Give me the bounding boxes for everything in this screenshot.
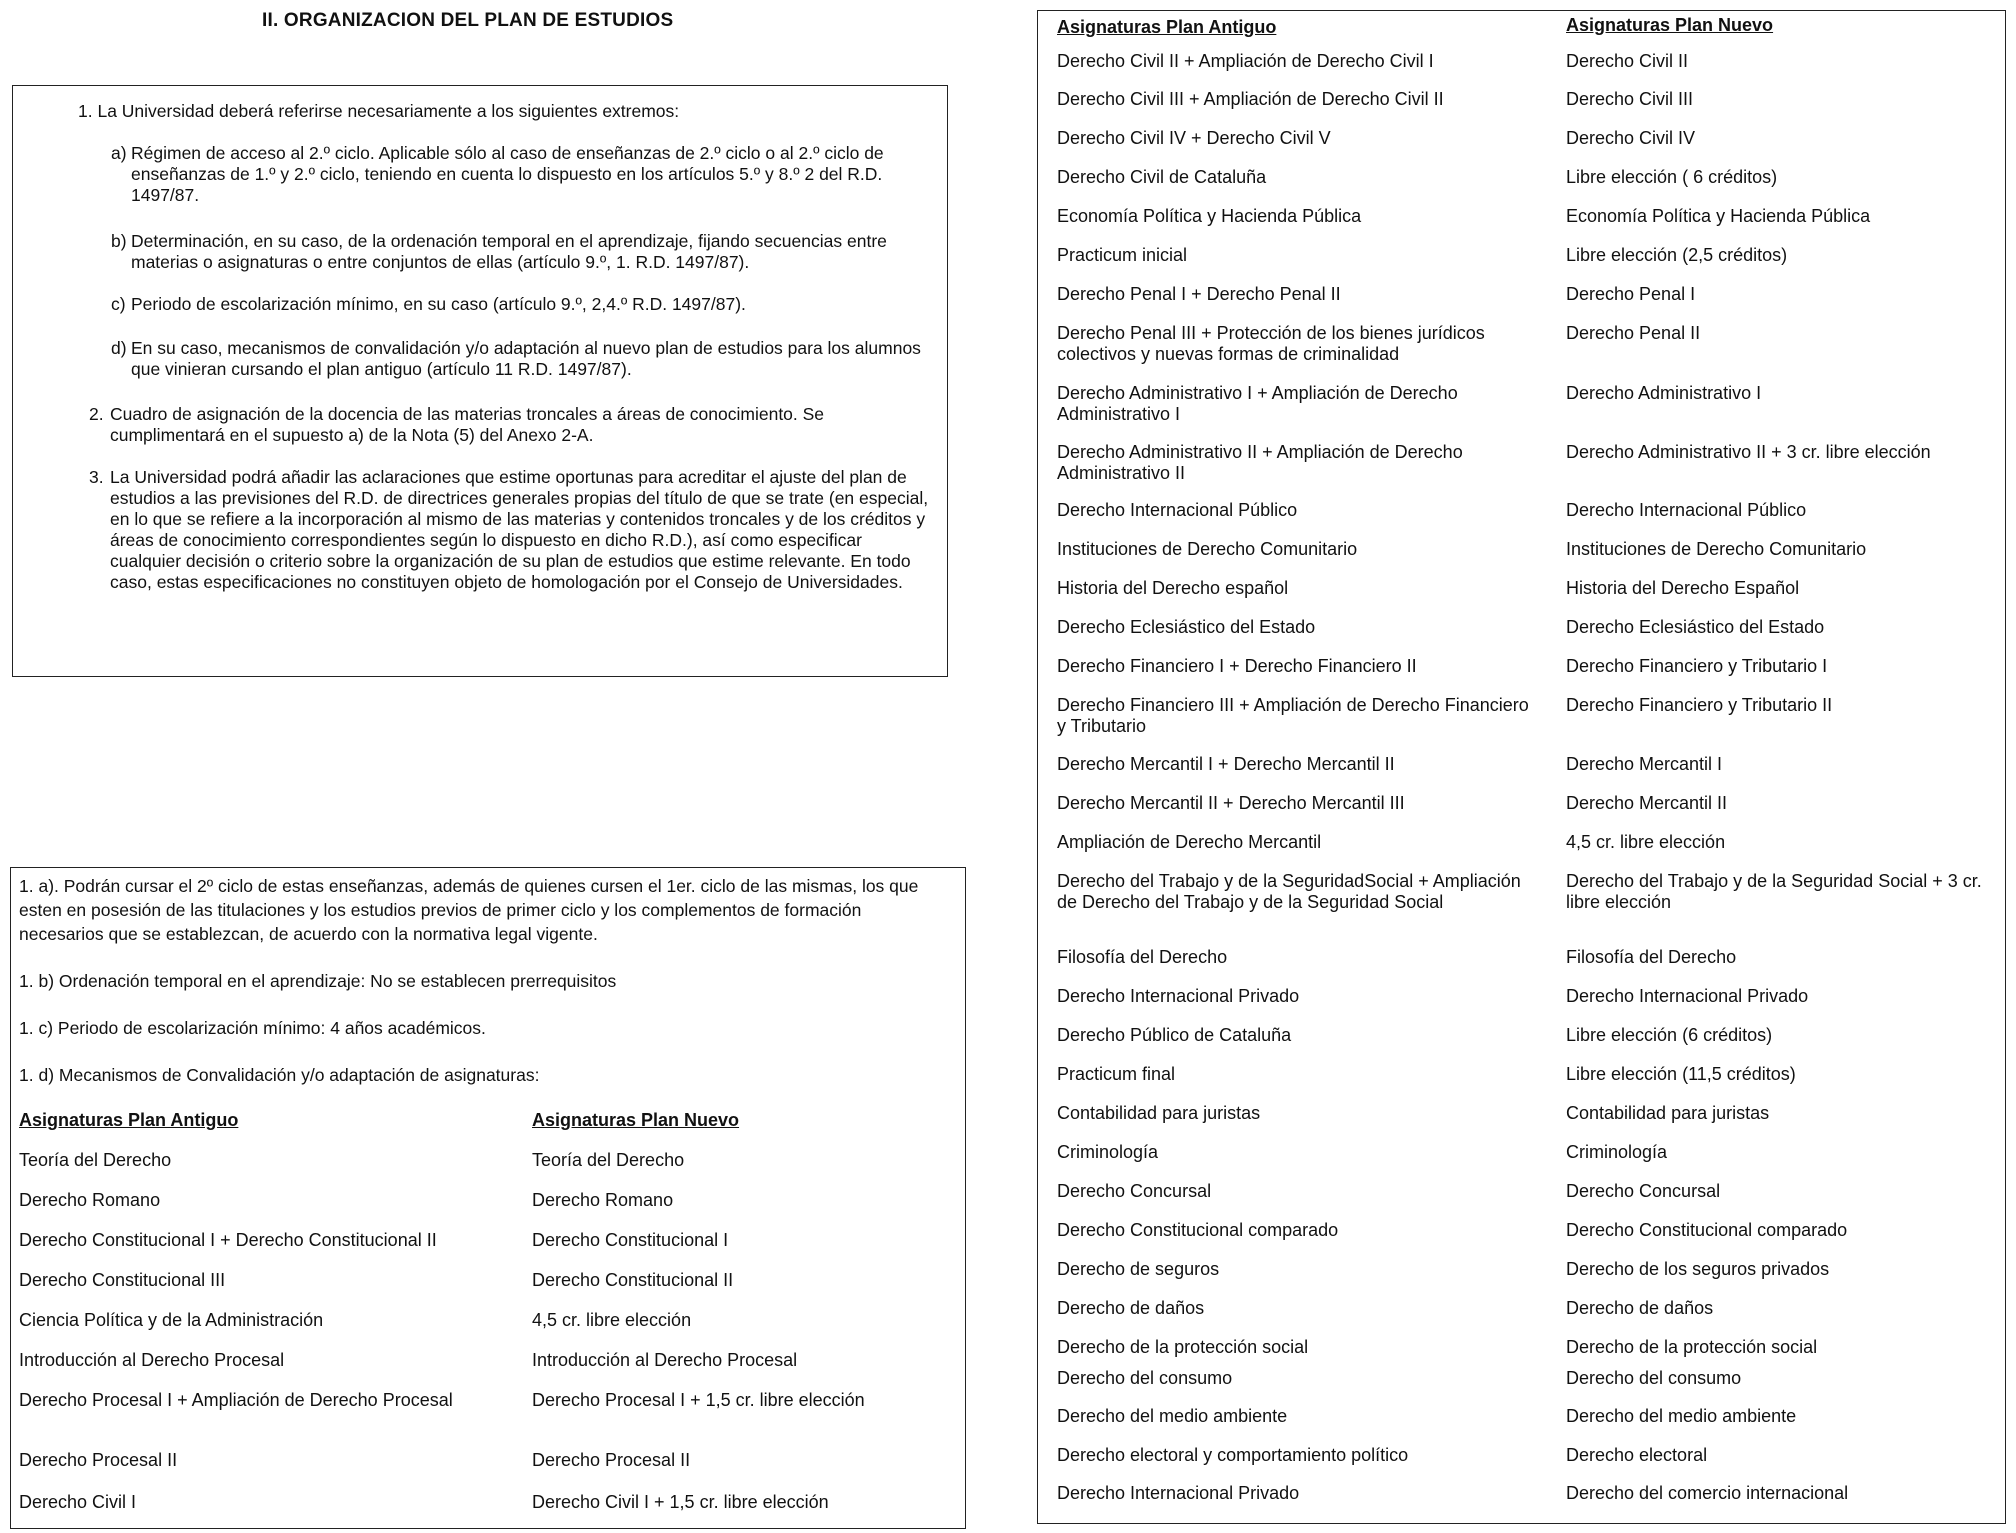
requirements-box [12, 85, 948, 677]
requirement-1d-text: En su caso, mecanismos de convalidación y/o adaptación al nuevo plan de estudios para los alumnos que vinieran cursando el plan antiguo (artículo 11 R.D. 1497/87). [131, 338, 921, 379]
requirement-2 [89, 404, 934, 446]
old-subject: Derecho Concursal [1057, 1181, 1212, 1201]
new-subject: Derecho Administrativo I [1566, 383, 1762, 403]
new-subject: Derecho del medio ambiente [1566, 1406, 1797, 1426]
old-subject: Derecho Romano [19, 1190, 161, 1210]
requirement-1d [111, 338, 931, 380]
section-title: II. ORGANIZACION DEL PLAN DE ESTUDIOS [262, 10, 674, 31]
old-subject: Derecho Eclesiástico del Estado [1057, 617, 1316, 637]
old-subject: Derecho Civil III + Ampliación de Derecho Civil II [1057, 89, 1444, 109]
requirement-1b-text: Determinación, en su caso, de la ordenación temporal en el aprendizaje, fijando secuencias entre materias o asignaturas o entre conjuntos de ellas (artículo 9.º, 1. R.D. 1497/87). [131, 231, 887, 272]
old-subject: Derecho Mercantil I + Derecho Mercantil II [1057, 754, 1395, 774]
old-subject: Derecho Civil II + Ampliación de Derecho Civil I [1057, 51, 1434, 71]
old-subject: Derecho Procesal II [19, 1450, 178, 1470]
new-subject: Libre elección (2,5 créditos) [1566, 245, 1788, 265]
new-subject: Derecho electoral [1566, 1445, 1708, 1465]
old-subject: Teoría del Derecho [19, 1150, 172, 1170]
new-subject: 4,5 cr. libre elección [1566, 832, 1726, 852]
old-subject: Historia del Derecho español [1057, 578, 1289, 598]
requirement-1b [111, 231, 931, 273]
left-header-new: Asignaturas Plan Nuevo [532, 1110, 740, 1130]
old-subject: Derecho de daños [1057, 1298, 1205, 1318]
new-subject: Contabilidad para juristas [1566, 1103, 1770, 1123]
new-subject: Derecho Constitucional comparado [1566, 1220, 1848, 1240]
requirement-1 [78, 101, 928, 122]
old-subject: Derecho Internacional Público [1057, 500, 1298, 520]
old-subject: Derecho Financiero I + Derecho Financiero II [1057, 656, 1417, 676]
new-subject: Derecho Mercantil II [1566, 793, 1728, 813]
old-subject: Derecho Internacional Privado [1057, 986, 1300, 1006]
requirement-3-label: 3. [89, 467, 104, 487]
requirement-1a-text: Régimen de acceso al 2.º ciclo. Aplicable sólo al caso de enseñanzas de 2.º ciclo o al 2.º ciclo de enseñanzas de 1.º y 2.º ciclo, teniendo en cuenta lo dispuesto en los artículos 5.º y 8.º 2 del R.D. 1497/87. [131, 143, 884, 205]
old-subject: Derecho del Trabajo y de la SeguridadSocial + Ampliación de Derecho del Trabajo y de la Seguridad Social [1057, 871, 1521, 912]
old-subject: Derecho Administrativo I + Ampliación de Derecho Administrativo I [1057, 383, 1458, 424]
new-subject: Derecho de la protección social [1566, 1337, 1818, 1357]
new-subject: Libre elección (11,5 créditos) [1566, 1064, 1796, 1084]
new-subject: Derecho del comercio internacional [1566, 1483, 1849, 1503]
new-subject: Derecho Civil III [1566, 89, 1694, 109]
old-subject: Derecho del consumo [1057, 1368, 1233, 1388]
new-subject: Derecho de los seguros privados [1566, 1259, 1830, 1279]
old-subject: Derecho Constitucional comparado [1057, 1220, 1339, 1240]
old-subject: Derecho Administrativo II + Ampliación de Derecho Administrativo II [1057, 442, 1463, 483]
new-subject: Introducción al Derecho Procesal [532, 1350, 798, 1370]
old-subject: Contabilidad para juristas [1057, 1103, 1261, 1123]
new-subject: Derecho Procesal I + 1,5 cr. libre elección [532, 1390, 865, 1410]
old-subject: Ampliación de Derecho Mercantil [1057, 832, 1322, 852]
new-subject: Derecho Constitucional II [532, 1270, 734, 1290]
old-subject: Derecho Procesal I + Ampliación de Derecho Procesal [19, 1390, 453, 1410]
new-subject: Derecho Civil II [1566, 51, 1689, 71]
answer-1a: 1. a). Podrán cursar el 2º ciclo de estas enseñanzas, además de quienes cursen el 1er. ciclo de las mismas, los que esten en posesión de las titulaciones y los estudios previos de primer ciclo y los complementos de formación necesarios que se establezcan, de acuerdo con la normativa legal vigente. [19, 876, 919, 944]
requirement-1b-label: b) [111, 231, 127, 251]
old-subject: Derecho Financiero III + Ampliación de Derecho Financiero y Tributario [1057, 695, 1529, 736]
new-subject: Criminología [1566, 1142, 1668, 1162]
new-subject: Derecho del consumo [1566, 1368, 1742, 1388]
old-subject: Derecho Penal I + Derecho Penal II [1057, 284, 1341, 304]
old-subject: Criminología [1057, 1142, 1159, 1162]
new-subject: Derecho Eclesiástico del Estado [1566, 617, 1825, 637]
right-header-new: Asignaturas Plan Nuevo [1566, 15, 1774, 35]
old-subject: Derecho de la protección social [1057, 1337, 1309, 1357]
new-subject: Derecho Concursal [1566, 1181, 1721, 1201]
old-subject: Instituciones de Derecho Comunitario [1057, 539, 1358, 559]
old-subject: Derecho Público de Cataluña [1057, 1025, 1292, 1045]
answers-box [10, 867, 966, 1529]
right-header-old: Asignaturas Plan Antiguo [1057, 17, 1277, 37]
new-subject: Derecho Penal II [1566, 323, 1701, 343]
new-subject: Derecho Internacional Privado [1566, 986, 1809, 1006]
old-subject: Practicum final [1057, 1064, 1176, 1084]
new-subject: Derecho del Trabajo y de la Seguridad Social + 3 cr. libre elección [1566, 871, 1982, 912]
answer-1b: 1. b) Ordenación temporal en el aprendizaje: No se establecen prerrequisitos [19, 971, 617, 991]
old-subject: Ciencia Política y de la Administración [19, 1310, 324, 1330]
old-subject: Filosofía del Derecho [1057, 947, 1228, 967]
new-subject: Derecho Internacional Público [1566, 500, 1807, 520]
old-subject: Derecho Mercantil II + Derecho Mercantil III [1057, 793, 1405, 813]
new-subject: Derecho Administrativo II + 3 cr. libre elección [1566, 442, 1931, 462]
new-subject: Derecho Constitucional I [532, 1230, 729, 1250]
requirement-1a [111, 143, 931, 206]
requirement-1c [111, 294, 931, 315]
new-subject: Filosofía del Derecho [1566, 947, 1737, 967]
old-subject: Derecho Penal III + Protección de los bienes jurídicos colectivos y nuevas formas de criminalidad [1057, 323, 1485, 364]
requirement-1-text: 1. La Universidad deberá referirse necesariamente a los siguientes extremos: [78, 101, 680, 121]
requirement-3 [89, 467, 934, 593]
old-subject: Derecho del medio ambiente [1057, 1406, 1288, 1426]
new-subject: Teoría del Derecho [532, 1150, 685, 1170]
old-subject: Derecho electoral y comportamiento político [1057, 1445, 1409, 1465]
old-subject: Practicum inicial [1057, 245, 1188, 265]
old-subject: Economía Política y Hacienda Pública [1057, 206, 1362, 226]
old-subject: Derecho Constitucional I + Derecho Constitucional II [19, 1230, 437, 1250]
new-subject: Derecho Penal I [1566, 284, 1696, 304]
old-subject: Derecho Constitucional III [19, 1270, 226, 1290]
new-subject: Derecho Mercantil I [1566, 754, 1723, 774]
requirement-1c-label: c) [111, 294, 126, 314]
new-subject: Instituciones de Derecho Comunitario [1566, 539, 1867, 559]
new-subject: Derecho Civil I + 1,5 cr. libre elección [532, 1492, 829, 1512]
new-subject: Derecho Financiero y Tributario I [1566, 656, 1828, 676]
answer-1d: 1. d) Mecanismos de Convalidación y/o adaptación de asignaturas: [19, 1065, 540, 1085]
old-subject: Derecho Internacional Privado [1057, 1483, 1300, 1503]
requirement-3-text: La Universidad podrá añadir las aclaraciones que estime oportunas para acreditar el ajuste del plan de estudios a las previsiones del R.D. de directrices generales propias del título de que se trate (en especial, en lo que se refiere a la incorporación al mismo de las materias y contenidos troncales y de los créditos y áreas de conocimiento correspondientes según lo dispuesto en dicho R.D.), así como especificar cualquier decisión o criterio sobre la organización de su plan de estudios que estime relevante. En todo caso, estas especificaciones no constituyen objeto de homologación por el Consejo de Universidades. [110, 467, 929, 592]
table-continuation-box [1037, 10, 2006, 1524]
requirement-2-label: 2. [89, 404, 104, 424]
new-subject: 4,5 cr. libre elección [532, 1310, 692, 1330]
new-subject: Derecho Romano [532, 1190, 674, 1210]
new-subject: Libre elección ( 6 créditos) [1566, 167, 1778, 187]
requirement-1a-label: a) [111, 143, 127, 163]
old-subject: Derecho Civil de Cataluña [1057, 167, 1267, 187]
requirement-1d-label: d) [111, 338, 127, 358]
new-subject: Libre elección (6 créditos) [1566, 1025, 1773, 1045]
old-subject: Derecho Civil I [19, 1492, 137, 1512]
new-subject: Derecho Financiero y Tributario II [1566, 695, 1833, 715]
new-subject: Historia del Derecho Español [1566, 578, 1800, 598]
old-subject: Introducción al Derecho Procesal [19, 1350, 285, 1370]
old-subject: Derecho Civil IV + Derecho Civil V [1057, 128, 1331, 148]
new-subject: Economía Política y Hacienda Pública [1566, 206, 1871, 226]
left-header-old: Asignaturas Plan Antiguo [19, 1110, 239, 1130]
new-subject: Derecho Procesal II [532, 1450, 691, 1470]
answer-1c: 1. c) Periodo de escolarización mínimo: 4 años académicos. [19, 1018, 486, 1038]
new-subject: Derecho de daños [1566, 1298, 1714, 1318]
requirement-1c-text: Periodo de escolarización mínimo, en su caso (artículo 9.º, 2,4.º R.D. 1497/87). [131, 294, 746, 314]
old-subject: Derecho de seguros [1057, 1259, 1220, 1279]
requirement-2-text: Cuadro de asignación de la docencia de las materias troncales a áreas de conocimiento. Se cumplimentará en el supuesto a) de la Nota (5) del Anexo 2-A. [110, 404, 825, 445]
new-subject: Derecho Civil IV [1566, 128, 1696, 148]
